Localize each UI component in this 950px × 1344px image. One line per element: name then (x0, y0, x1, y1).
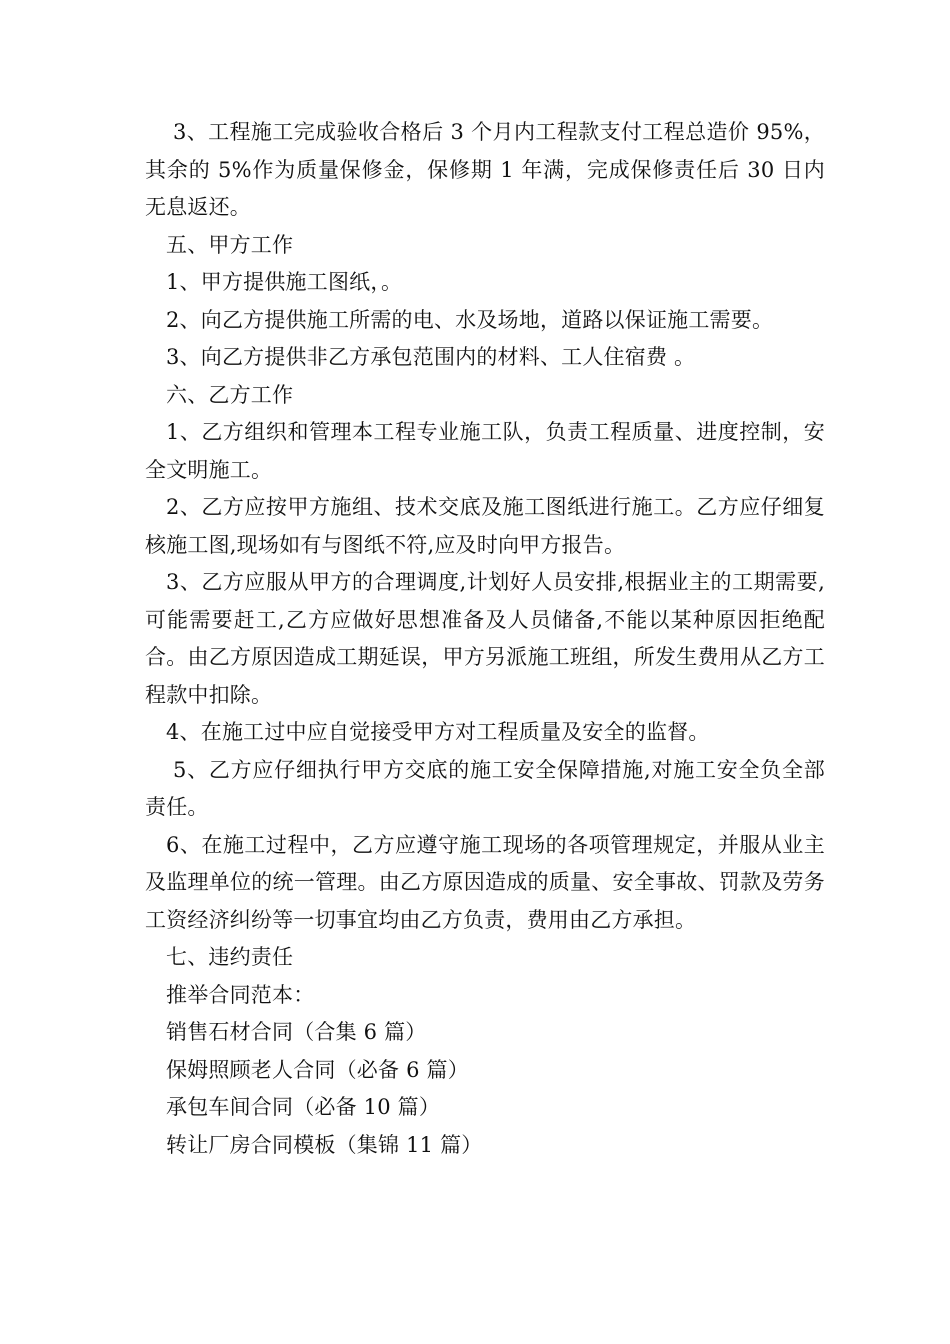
recommended-template-link[interactable]: 销售石材合同（合集 6 篇） (166, 1020, 427, 1044)
paragraph-party-b-3: 3、乙方应服从甲方的合理调度,计划好人员安排,根据业主的工期需要,可能需要赶工,乙方应做好思想准备及人员储备,不能以某种原因拒绝配合。由乙方原因造成工期延误，甲方另派施工班组，所发生费用从乙方工程款中扣除。 (145, 570, 825, 707)
recommended-template-link[interactable]: 保姆照顾老人合同（必备 6 篇） (166, 1057, 469, 1082)
recommended-template-link[interactable]: 转让厂房合同模板（集锦 11 篇） (166, 1132, 483, 1157)
paragraph-party-b-2: 2、乙方应按甲方施组、技术交底及施工图纸进行施工。乙方应仔细复核施工图,现场如有与图纸不符,应及时向甲方报告。 (145, 495, 825, 557)
paragraph-payment-terms: 3、工程施工完成验收合格后 3 个月内工程款支付工程总造价 95%，其余的 5%作为质量保修金，保修期 1 年满，完成保修责任后 30 日内无息返还。 (145, 120, 825, 219)
recommended-templates-heading: 推举合同范本： (166, 982, 315, 1007)
paragraph-party-b-1: 1、乙方组织和管理本工程专业施工队，负责工程质量、进度控制，安全文明施工。 (145, 420, 825, 482)
paragraph-party-a-2: 2、向乙方提供施工所需的电、水及场地，道路以保证施工需要。 (166, 307, 774, 332)
document-body (145, 114, 825, 1164)
recommended-template-link[interactable]: 承包车间合同（必备 10 篇） (166, 1095, 441, 1119)
paragraph-party-b-5: 5、乙方应仔细执行甲方交底的施工安全保障措施,对施工安全负全部责任。 (145, 757, 825, 819)
paragraph-party-b-6: 6、在施工过程中，乙方应遵守施工现场的各项管理规定，并服从业主及监理单位的统一管理。由乙方原因造成的质量、安全事故、罚款及劳务工资经济纠纷等一切事宜均由乙方负责，费用由乙方承担。 (145, 832, 825, 932)
paragraph-party-a-1: 1、甲方提供施工图纸，。 (166, 270, 403, 294)
paragraph-party-a-3: 3、向乙方提供非乙方承包范围内的材料、工人住宿费 。 (166, 345, 696, 369)
section-heading-party-a-work: 五、甲方工作 (166, 232, 294, 257)
section-heading-party-b-work: 六、乙方工作 (166, 382, 294, 407)
section-heading-breach-liability: 七、违约责任 (166, 945, 294, 969)
paragraph-party-b-4: 4、在施工过中应自觉接受甲方对工程质量及安全的监督。 (166, 720, 710, 744)
